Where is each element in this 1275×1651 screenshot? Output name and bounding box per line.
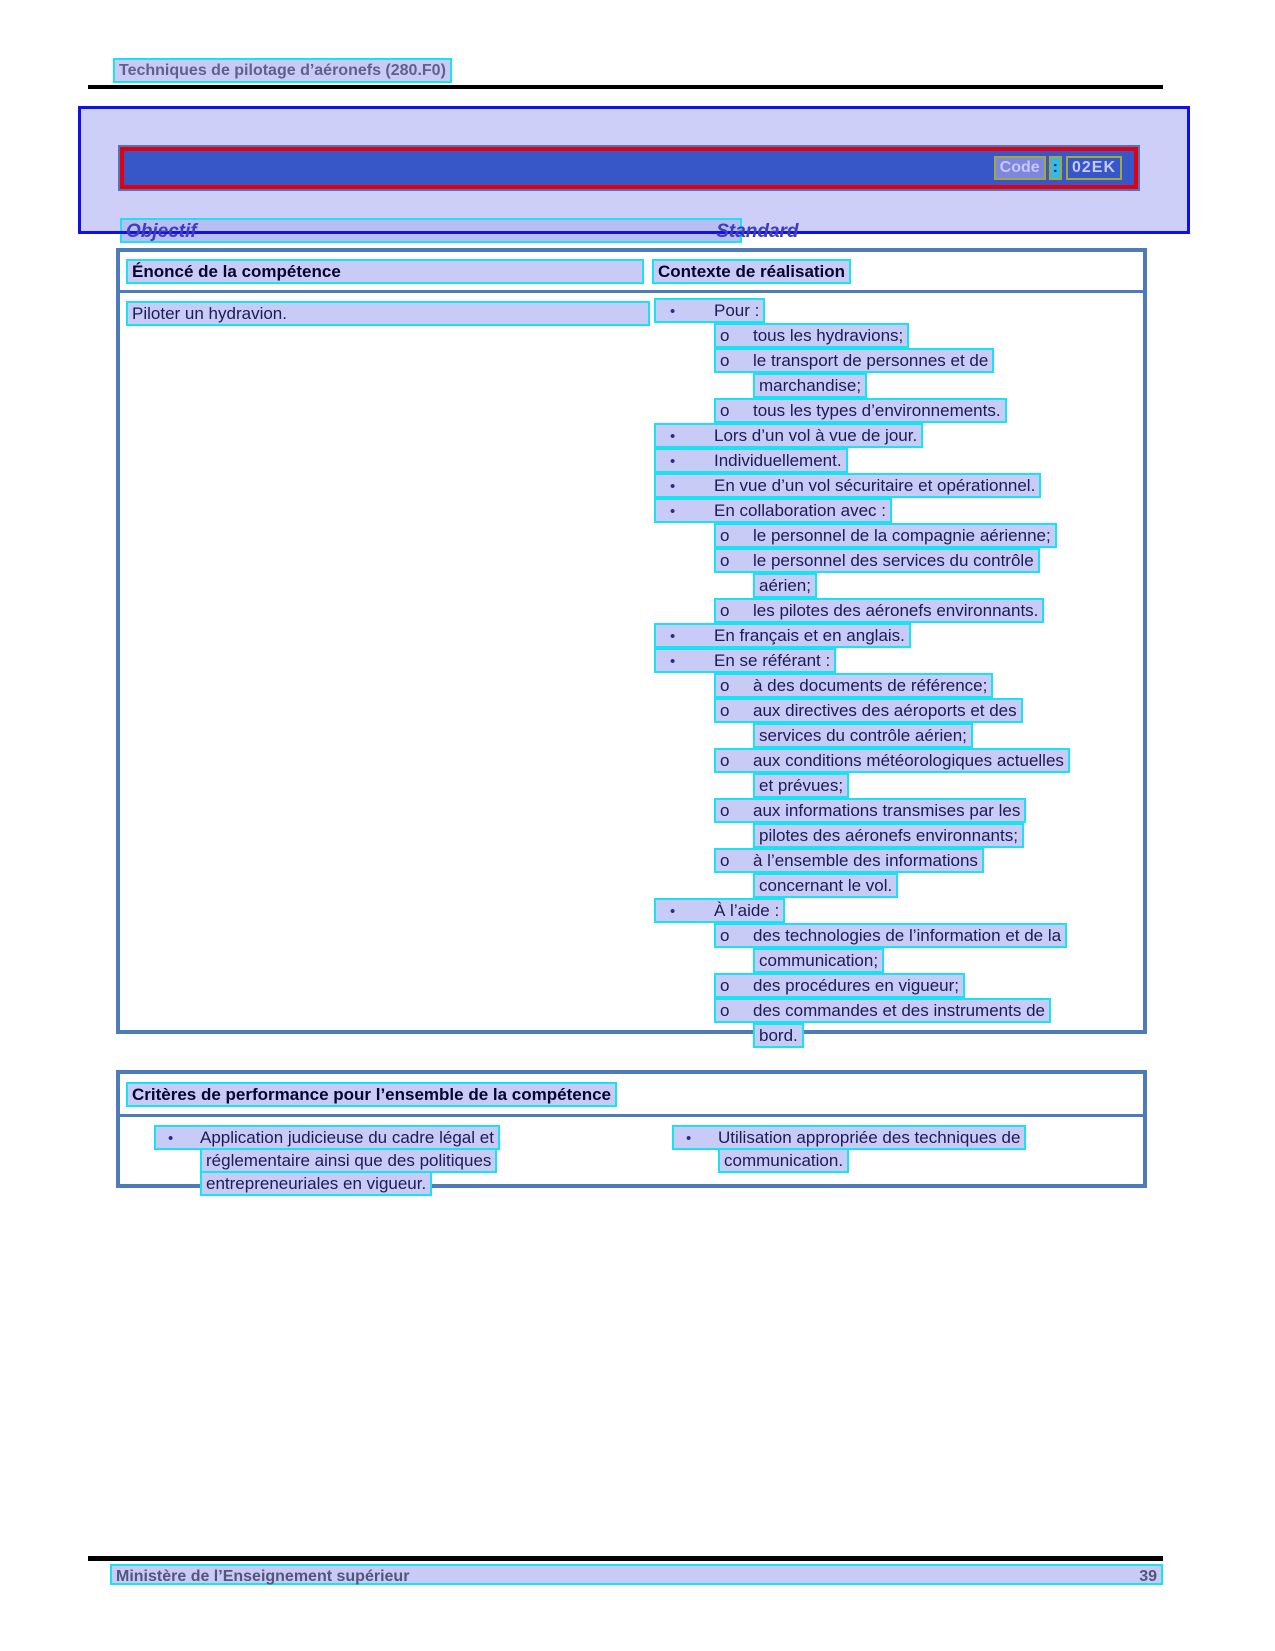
- bullet-icon: •: [670, 903, 676, 920]
- list-line: [654, 673, 1146, 698]
- text-highlight: [714, 998, 1051, 1023]
- list-line: [654, 548, 1146, 573]
- line-text: les pilotes des aéronefs environnants.: [753, 601, 1039, 620]
- text-highlight: [753, 1023, 804, 1048]
- line-text: le transport de personnes et de: [753, 351, 989, 370]
- line-text: aux informations transmises par les: [753, 801, 1021, 820]
- line-text: communication;: [759, 951, 879, 970]
- list-line: [654, 698, 1146, 723]
- line-text: Lors d’un vol à vue de jour.: [714, 426, 918, 445]
- line-text: à l’ensemble des informations: [753, 851, 978, 870]
- line-text: pilotes des aéronefs environnants;: [759, 826, 1018, 845]
- line-text: et prévues;: [759, 776, 844, 795]
- code-bar-frame: [120, 147, 1138, 189]
- line-text: à des documents de référence;: [753, 676, 988, 695]
- text-highlight: [714, 348, 994, 373]
- text-highlight: [714, 798, 1026, 823]
- list-line: [654, 998, 1146, 1023]
- sub-bullet-icon: o: [720, 751, 730, 770]
- bullet-icon: •: [670, 303, 676, 320]
- line-text: des technologies de l’information et de la: [753, 926, 1062, 945]
- competence-table-header: [120, 252, 1143, 293]
- list-line: [654, 573, 1146, 598]
- criteria-header-text: Critères de performance pour l’ensemble de la compétence: [126, 1082, 617, 1107]
- line-text: concernant le vol.: [759, 876, 893, 895]
- bullet-icon: •: [670, 478, 676, 495]
- list-line: [672, 1125, 1026, 1148]
- list-line: [654, 298, 1146, 323]
- criteria-table-body: [120, 1117, 1143, 1203]
- bullet-icon: •: [686, 1130, 692, 1147]
- banner-underline: [78, 231, 1190, 234]
- text-highlight: [672, 1125, 1026, 1150]
- sub-bullet-icon: o: [720, 1001, 730, 1020]
- sub-bullet-icon: o: [720, 401, 730, 420]
- sub-bullet-icon: o: [720, 676, 730, 695]
- list-line: [654, 598, 1146, 623]
- sub-bullet-icon: o: [720, 801, 730, 820]
- text-highlight: [753, 948, 884, 973]
- competence-table-body: [120, 293, 1143, 1045]
- bullet-icon: •: [670, 428, 676, 445]
- text-highlight: [654, 898, 785, 923]
- list-line: [654, 323, 1146, 348]
- text-highlight: [654, 473, 1041, 498]
- list-line: [654, 498, 1146, 523]
- statement-column-header: Énoncé de la compétence: [126, 259, 644, 284]
- objective-banner: [78, 106, 1190, 242]
- line-text: tous les hydravions;: [753, 326, 904, 345]
- bullet-icon: •: [670, 653, 676, 670]
- sub-bullet-icon: o: [720, 551, 730, 570]
- sub-bullet-icon: o: [720, 526, 730, 545]
- text-highlight: [654, 498, 892, 523]
- context-list: [654, 298, 1146, 1048]
- criteria-left-column: [154, 1125, 500, 1194]
- objective-heading: Objectif: [126, 221, 197, 242]
- line-text: le personnel de la compagnie aérienne;: [753, 526, 1051, 545]
- sub-bullet-icon: o: [720, 351, 730, 370]
- line-text: En vue d’un vol sécuritaire et opérationnel.: [714, 476, 1036, 495]
- list-line: [654, 623, 1146, 648]
- line-text: En français et en anglais.: [714, 626, 905, 645]
- page-footer: [88, 1556, 1163, 1585]
- list-line: [154, 1125, 500, 1148]
- code-value: 02EK: [1066, 156, 1122, 180]
- text-highlight: [714, 748, 1070, 773]
- text-highlight: [718, 1148, 849, 1173]
- list-line: [154, 1148, 500, 1171]
- list-line: [672, 1148, 1026, 1171]
- list-line: [654, 473, 1146, 498]
- line-text: entrepreneuriales en vigueur.: [206, 1174, 427, 1193]
- list-line: [654, 948, 1146, 973]
- criteria-right-column: [672, 1125, 1026, 1171]
- criteria-table: [116, 1070, 1147, 1193]
- line-text: Individuellement.: [714, 451, 842, 470]
- line-text: réglementaire ainsi que des politiques: [206, 1151, 492, 1170]
- text-highlight: [154, 1125, 500, 1150]
- line-text: En collaboration avec :: [714, 501, 886, 520]
- line-text: des commandes et des instruments de: [753, 1001, 1045, 1020]
- list-line: [654, 773, 1146, 798]
- list-line: [654, 448, 1146, 473]
- text-highlight: [714, 548, 1040, 573]
- text-highlight: [753, 573, 817, 598]
- line-text: le personnel des services du contrôle: [753, 551, 1034, 570]
- bullet-icon: •: [670, 628, 676, 645]
- text-highlight: [200, 1171, 432, 1196]
- list-line: [654, 398, 1146, 423]
- text-highlight: [714, 598, 1044, 623]
- sub-bullet-icon: o: [720, 326, 730, 345]
- line-text: des procédures en vigueur;: [753, 976, 960, 995]
- bullet-icon: •: [670, 503, 676, 520]
- footer-bar: [110, 1564, 1163, 1585]
- code-separator: :: [1049, 156, 1062, 180]
- text-highlight: [714, 848, 984, 873]
- text-highlight: [714, 398, 1007, 423]
- list-line: [654, 523, 1146, 548]
- code-bar: [118, 145, 1140, 191]
- text-highlight: [654, 623, 911, 648]
- text-highlight: [714, 523, 1057, 548]
- line-text: Application judicieuse du cadre légal et: [200, 1128, 494, 1147]
- line-text: services du contrôle aérien;: [759, 726, 967, 745]
- text-highlight: [654, 298, 765, 323]
- list-line: [654, 798, 1146, 823]
- list-line: [654, 973, 1146, 998]
- text-highlight: [753, 773, 849, 798]
- competence-table: [116, 248, 1147, 1045]
- statement-cell: [126, 301, 650, 326]
- bullet-icon: •: [670, 453, 676, 470]
- sub-bullet-icon: o: [720, 926, 730, 945]
- list-line: [154, 1171, 500, 1194]
- text-highlight: [753, 373, 867, 398]
- standard-heading: Standard: [716, 221, 799, 242]
- page-number: 39: [1139, 1568, 1157, 1585]
- context-column-header: Contexte de réalisation: [652, 259, 851, 284]
- code-label: Code: [994, 156, 1046, 180]
- line-text: aérien;: [759, 576, 811, 595]
- text-highlight: [714, 698, 1023, 723]
- text-highlight: [654, 448, 848, 473]
- text-highlight: [714, 323, 909, 348]
- text-highlight: [753, 823, 1024, 848]
- list-line: [654, 873, 1146, 898]
- text-highlight: [753, 873, 898, 898]
- sub-bullet-icon: o: [720, 701, 730, 720]
- running-header: [88, 58, 1163, 89]
- list-line: [654, 723, 1146, 748]
- list-line: [654, 648, 1146, 673]
- text-highlight: [714, 923, 1067, 948]
- bullet-icon: •: [168, 1130, 174, 1147]
- sub-bullet-icon: o: [720, 851, 730, 870]
- list-line: [654, 848, 1146, 873]
- footer-ministry: Ministère de l’Enseignement supérieur: [116, 1568, 410, 1585]
- list-line: [654, 923, 1146, 948]
- list-line: [654, 1023, 1146, 1048]
- criteria-table-header: [120, 1074, 1143, 1117]
- list-line: [654, 748, 1146, 773]
- list-line: [654, 348, 1146, 373]
- list-line: [654, 423, 1146, 448]
- line-text: Pour :: [714, 301, 760, 320]
- line-text: communication.: [724, 1151, 844, 1170]
- list-line: [654, 898, 1146, 923]
- text-highlight: [654, 423, 923, 448]
- line-text: aux directives des aéroports et des: [753, 701, 1017, 720]
- statement-text: Piloter un hydravion.: [126, 301, 650, 326]
- line-text: En se référant :: [714, 651, 831, 670]
- line-text: À l’aide :: [714, 901, 780, 920]
- text-highlight: [200, 1148, 497, 1173]
- list-line: [654, 373, 1146, 398]
- sub-bullet-icon: o: [720, 601, 730, 620]
- line-text: tous les types d’environnements.: [753, 401, 1001, 420]
- line-text: aux conditions météorologiques actuelles: [753, 751, 1064, 770]
- list-line: [654, 823, 1146, 848]
- sub-bullet-icon: o: [720, 976, 730, 995]
- line-text: Utilisation appropriée des techniques de: [718, 1128, 1021, 1147]
- text-highlight: [753, 723, 973, 748]
- line-text: marchandise;: [759, 376, 862, 395]
- text-highlight: [654, 648, 836, 673]
- document-title: Techniques de pilotage d’aéronefs (280.F0): [113, 58, 452, 83]
- line-text: bord.: [759, 1026, 798, 1045]
- text-highlight: [714, 973, 965, 998]
- text-highlight: [714, 673, 993, 698]
